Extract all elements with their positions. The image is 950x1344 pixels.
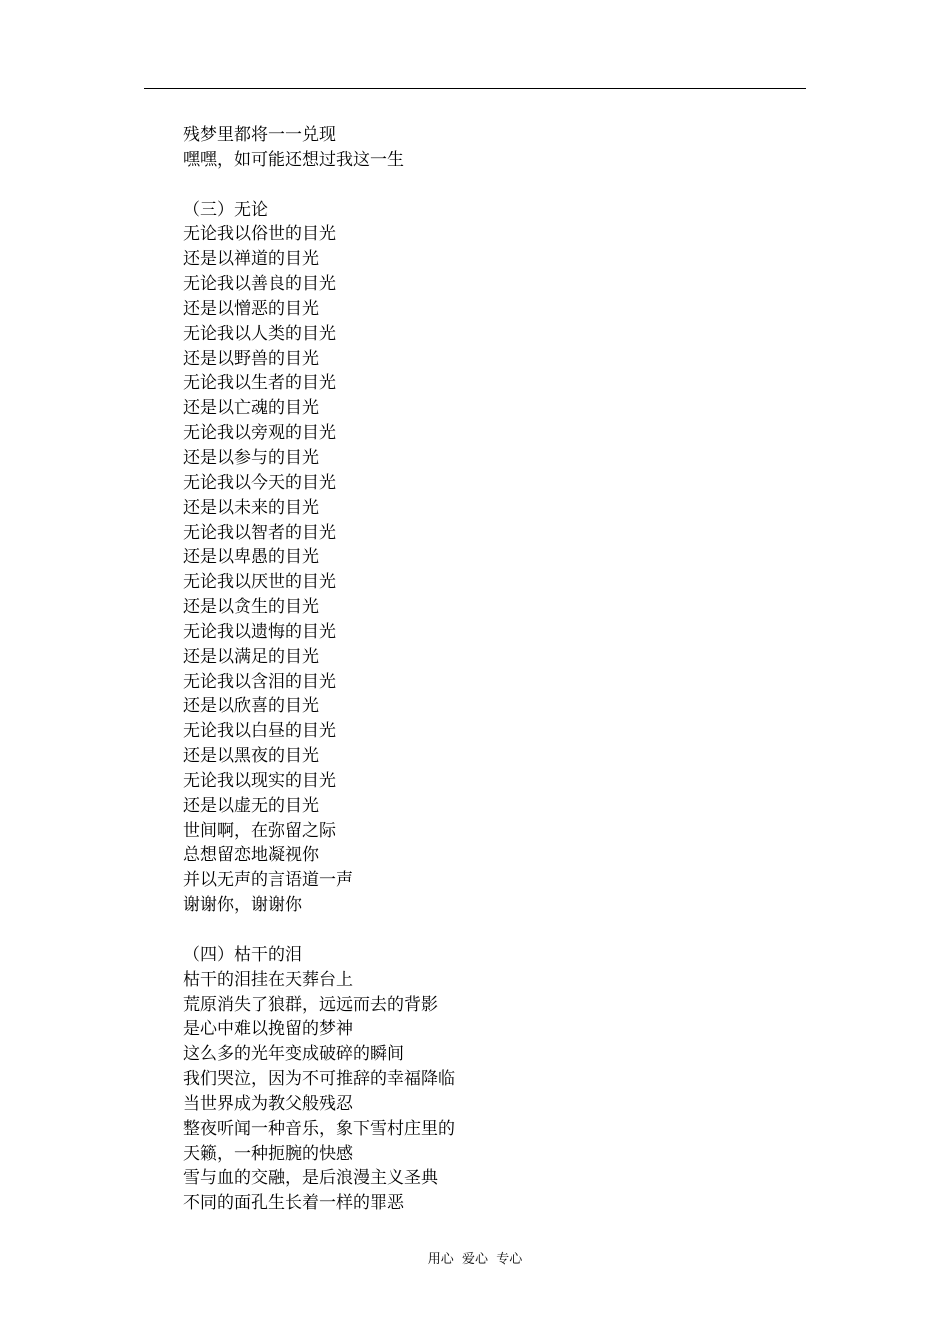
poem-line: 无论我以白昼的目光: [183, 721, 336, 742]
poem-line: 并以无声的言语道一声: [183, 870, 353, 891]
poem-line: 无论我以遗悔的目光: [183, 621, 336, 642]
poem-line: 这么多的光年变成破碎的瞬间: [183, 1044, 404, 1065]
intro-lines: [183, 123, 803, 173]
poem-line: 我们哭泣，因为不可推辞的幸福降临: [183, 1069, 455, 1090]
poem-line: 还是以虚无的目光: [183, 795, 319, 816]
poem-line: 谢谢你，谢谢你: [183, 895, 302, 916]
poem-line: 还是以憎恶的目光: [183, 298, 319, 319]
section-heading: （三）无论: [183, 199, 268, 220]
poem-line: 世间啊，在弥留之际: [183, 820, 336, 841]
poem-line: 还是以欣喜的目光: [183, 696, 319, 717]
poem-line: 天籁，一种扼腕的快感: [183, 1143, 353, 1164]
poem-line: 当世界成为教父般残忍: [183, 1093, 353, 1114]
poem-line: 还是以野兽的目光: [183, 348, 319, 369]
poem-line: 无论我以生者的目光: [183, 373, 336, 394]
poem-line: 不同的面孔生长着一样的罪恶: [183, 1193, 404, 1214]
poem-line: 荒原消失了狼群，远远而去的背影: [183, 994, 438, 1015]
page-footer: 用心 爱心 专心: [427, 1252, 523, 1267]
poem-line: 还是以满足的目光: [183, 646, 319, 667]
poem-line: 还是以贪生的目光: [183, 597, 319, 618]
stanza-gap: [183, 173, 803, 198]
poem-line: 雪与血的交融，是后浪漫主义圣典: [183, 1168, 438, 1189]
poem-line: 还是以亡魂的目光: [183, 398, 319, 419]
poem-line: 无论我以善良的目光: [183, 274, 336, 295]
poem-line: 无论我以俗世的目光: [183, 224, 336, 245]
poem-line: 无论我以今天的目光: [183, 472, 336, 493]
poem-line: 无论我以含泪的目光: [183, 671, 336, 692]
poem-line: 无论我以厌世的目光: [183, 572, 336, 593]
poem-line: 无论我以旁观的目光: [183, 423, 336, 444]
poem-line: 残梦里都将一一兑现: [183, 125, 336, 145]
poem-line: 还是以黑夜的目光: [183, 746, 319, 767]
poem-line: 总想留恋地凝视你: [183, 845, 319, 866]
poem-line: 还是以禅道的目光: [183, 249, 319, 270]
poem-line: 无论我以人类的目光: [183, 323, 336, 344]
poem-line: 无论我以智者的目光: [183, 522, 336, 543]
poem-line: 还是以卑愚的目光: [183, 547, 319, 568]
stanza-gap: [183, 918, 803, 943]
poem-line: 无论我以现实的目光: [183, 770, 336, 791]
poem-line: 整夜听闻一种音乐，象下雪村庄里的: [183, 1118, 455, 1139]
poem-line: 还是以参与的目光: [183, 447, 319, 468]
section-4: [183, 943, 803, 1216]
poem-line: 枯干的泪挂在天葬台上: [183, 969, 353, 990]
section-3: [183, 198, 803, 918]
section-heading: （四）枯干的泪: [183, 944, 302, 965]
header-rule: [144, 88, 806, 89]
poem-line: 嘿嘿，如可能还想过我这一生: [183, 149, 404, 170]
poem-line: 是心中难以挽留的梦神: [183, 1019, 353, 1040]
poem-line: 还是以未来的目光: [183, 497, 319, 518]
poem-body: [183, 123, 803, 1216]
